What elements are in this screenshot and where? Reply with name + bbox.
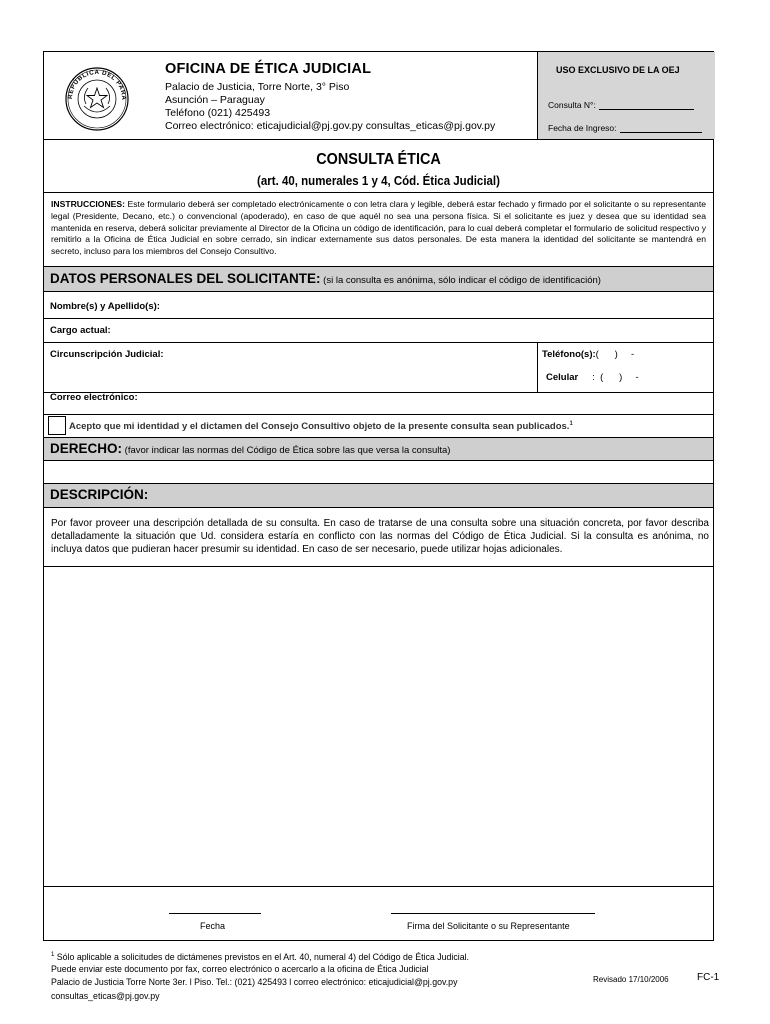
nombre-input[interactable] — [184, 294, 704, 316]
form-subtitle: (art. 40, numerales 1 y 4, Cód. Ética Judicial) — [257, 174, 500, 188]
correo-field-label: Correo electrónico: — [50, 392, 138, 403]
firma-signature-field[interactable] — [391, 897, 595, 913]
derecho-section-title — [50, 441, 450, 456]
acepto-text: Acepto que mi identidad y el dictamen del Consejo Consultivo objeto de la presente consulta sean publicados. — [69, 421, 570, 433]
acepto-footnote-mark: 1 — [569, 421, 573, 427]
footnote-line — [51, 949, 469, 963]
telefono-label: Teléfono(s): — [542, 349, 596, 360]
office-email-line: Correo electrónico: eticajudicial@pj.gov.py consultas_eticas@pj.gov.py — [165, 120, 496, 132]
circunscripcion-input[interactable] — [184, 344, 524, 392]
office-address-line: Palacio de Justicia, Torre Norte, 3° Piso — [165, 81, 350, 93]
cargo-input[interactable] — [124, 320, 704, 340]
svg-text:REPÚBLICA DEL PARAGUAY — [64, 66, 127, 101]
telefono-value: ( ) - — [595, 349, 635, 360]
footer-email-line: consultas_eticas@pj.gov.py — [51, 991, 160, 1001]
descripcion-instructions: Por favor proveer una descripción detallada de su consulta. En caso de tratarse de una consulta sobre una situación concreta, por favor describa detalladamente la situación que Ud. considera estaría en conflicto con las normas del Código de Ética Judicial. Si la consulta es anónima, no incluya datos que pudieran hacer presumir su identidad. En caso de ser necesario, puede utilizar hojas adicionales. — [51, 518, 709, 555]
cargo-field-label: Cargo actual: — [50, 325, 111, 336]
footnote-mark: 1 — [51, 952, 55, 958]
derecho-title-text: DERECHO: — [50, 441, 123, 456]
consulta-etica-form — [43, 51, 714, 941]
datos-note-text: (si la consulta es anónima, sólo indicar el código de identificación) — [320, 275, 601, 286]
revised-date: Revisado 17/10/2006 — [593, 975, 669, 984]
fecha-ingreso-label: Fecha de Ingreso: — [548, 123, 617, 133]
form-code: FC-1 — [697, 972, 720, 983]
oej-box-title: USO EXCLUSIVO DE LA OEJ — [556, 65, 680, 75]
footnote-text: Sólo aplicable a solicitudes de dictámenes previstos en el Art. 40, numeral 4) del Código de Ética Judicial. — [54, 951, 470, 962]
telefono-field[interactable] — [542, 349, 634, 360]
circunscripcion-field-label: Circunscripción Judicial: — [50, 349, 164, 360]
derecho-input[interactable] — [46, 461, 711, 481]
office-phone-line: Teléfono (021) 425493 — [165, 107, 271, 119]
firma-signature-label: Firma del Solicitante o su Representante — [407, 921, 570, 931]
paraguay-seal-icon — [64, 66, 130, 132]
consulta-number-field[interactable] — [548, 100, 694, 110]
acepto-label — [69, 421, 573, 432]
datos-title-text: DATOS PERSONALES DEL SOLICITANTE: — [50, 271, 321, 286]
form-title: CONSULTA ÉTICA — [316, 151, 441, 168]
celular-label: Celular — [546, 372, 579, 383]
office-city-line: Asunción – Paraguay — [165, 94, 265, 106]
correo-input[interactable] — [144, 394, 704, 412]
instructions-label: INSTRUCCIONES: — [51, 199, 126, 209]
fecha-signature-label: Fecha — [200, 921, 226, 931]
descripcion-section-title: DESCRIPCIÓN: — [50, 487, 149, 502]
footer-address-line: Palacio de Justicia Torre Norte 3er. l Piso. Tel.: (021) 425493 l correo electrónico: eticajudicial@pj.gov.py — [51, 977, 458, 987]
instructions-text — [51, 199, 706, 258]
nombre-field-label: Nombre(s) y Apellido(s): — [50, 301, 160, 312]
derecho-note-text: (favor indicar las normas del Código de Ética sobre las que versa la consulta) — [122, 445, 451, 456]
footer-send-line: Puede enviar este documento por fax, correo electrónico o acercarlo a la oficina de Ética Judicial — [51, 964, 429, 974]
acepto-checkbox[interactable] — [48, 416, 66, 435]
fecha-signature-field[interactable] — [169, 897, 261, 913]
office-title: OFICINA DE ÉTICA JUDICIAL — [165, 61, 372, 77]
descripcion-textarea[interactable] — [46, 568, 711, 884]
instructions-body: Este formulario deberá ser completado electrónicamente o con letra clara y legible, deberá estar fechado y firmado por el solicitante o su representante legal (Presidente, Decano, etc.) o convencional (apoderado), en caso de que aquél no sea una persona física. Si el solicitante es juez y desea que su identidad sea mantenida en reserva, deberá solicitar previamente al Director de la Oficina un código de identificación, para lo cual deberá completar el formulario de solicitud respectivo y remitirlo a la Oficina de Ética Judicial en sobre cerrado, sin indicar externamente sus datos personales. De esta manera la identidad del solicitante se mantendrá en secreto, incluso para los miembros del Consejo Consultivo. — [51, 199, 706, 257]
celular-value: : ( ) - — [592, 372, 639, 383]
datos-section-title — [50, 271, 601, 286]
fecha-ingreso-field[interactable] — [548, 123, 702, 133]
consulta-number-label: Consulta N°: — [548, 100, 596, 110]
celular-field[interactable] — [546, 372, 639, 383]
seal-text: REPÚBLICA DEL PARA — [66, 68, 128, 101]
oej-exclusive-box — [537, 52, 715, 139]
